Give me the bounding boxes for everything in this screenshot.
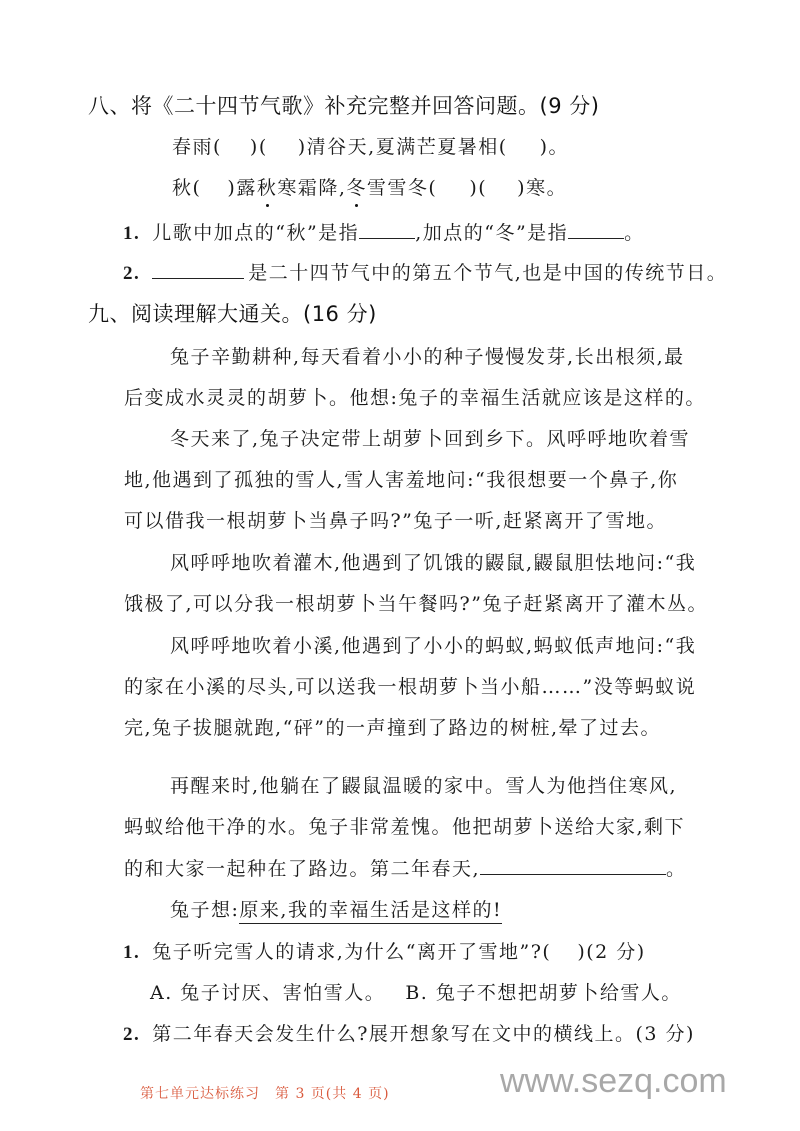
section-8-question-2 xyxy=(123,260,727,286)
passage-text: 的和大家一起种在了路边。第二年春天, xyxy=(124,858,481,880)
answer-blank-autumn[interactable] xyxy=(359,220,415,239)
passage-line: 饿极了,可以分我一根胡萝卜当午餐吗?”兔子赶紧离开了灌木丛。 xyxy=(124,593,708,615)
section-9-question-2 xyxy=(123,1022,695,1047)
passage-line: 的家在小溪的尽头,可以送我一根胡萝卜当小船……”没等蚂蚁说 xyxy=(124,676,697,698)
watermark: www.sezq.com xyxy=(500,1062,727,1100)
page-footer: 第七单元达标练习 第 3 页(共 4 页) xyxy=(140,1086,390,1102)
dotted-char-autumn: 秋 xyxy=(256,177,278,199)
passage-line: 冬天来了,兔子决定带上胡萝卜回到乡下。风呼呼地吹着雪 xyxy=(170,428,691,450)
passage-line: 蚂蚁给他干净的水。兔子非常羞愧。他把胡萝卜送给大家,剩下 xyxy=(124,816,686,838)
section-9-question-1 xyxy=(123,940,646,965)
passage-text: 兔子想: xyxy=(170,899,240,921)
poem-text: 春雨( xyxy=(172,136,222,158)
question-text: 是二十四节气中的第五个节气,也是中国的传统节日。 xyxy=(248,262,728,284)
passage-line: 地,他遇到了孤独的雪人,雪人害羞地问:“我很想要一个鼻子,你 xyxy=(124,469,679,491)
dotted-char-winter: 冬 xyxy=(346,177,367,199)
question-number: 2. xyxy=(123,1024,141,1045)
poem-line-1 xyxy=(172,135,569,159)
question-text: 。 xyxy=(624,222,645,244)
underlined-sentence: 原来,我的幸福生活是这样的! xyxy=(239,899,502,924)
option-a: A. 兔子讨厌、害怕雪人。 xyxy=(150,982,386,1004)
poem-text: )露 xyxy=(227,177,257,199)
question-text: )(2 分) xyxy=(577,941,646,963)
passage-line: 可以借我一根胡萝卜当鼻子吗?”兔子一听,赶紧离开了雪地。 xyxy=(124,510,667,532)
section-8-question-1 xyxy=(123,220,645,246)
section-9-question-1-options xyxy=(150,981,682,1005)
option-b: B. 兔子不想把胡萝卜给雪人。 xyxy=(405,982,682,1004)
question-number: 2. xyxy=(123,263,141,284)
question-text: 兔子听完雪人的请求,为什么“离开了雪地”?( xyxy=(152,941,552,963)
passage-line: 完,兔子拔腿就跑,“砰”的一声撞到了路边的树桩,晕了过去。 xyxy=(124,717,662,739)
question-text: ,加点的“冬”是指 xyxy=(415,222,569,244)
section-8-title: 八、将《二十四节气歌》补充完整并回答问题。(9 分) xyxy=(88,94,600,118)
question-number: 1. xyxy=(123,223,141,244)
passage-line: 后变成水灵灵的胡萝卜。他想:兔子的幸福生活就应该是这样的。 xyxy=(124,387,706,409)
question-text: 儿歌中加点的“秋”是指 xyxy=(152,222,360,244)
passage-line xyxy=(124,856,687,881)
passage-line: 再醒来时,他躺在了鼹鼠温暖的家中。雪人为他挡住寒风, xyxy=(170,775,678,797)
passage-line: 风呼呼地吹着小溪,他遇到了小小的蚂蚁,蚂蚁低声地问:“我 xyxy=(170,635,697,657)
question-text: 第二年春天会发生什么?展开想象写在文中的横线上。(3 分) xyxy=(152,1023,695,1045)
passage-line: 兔子辛勤耕种,每天看着小小的种子慢慢发芽,长出根须,最 xyxy=(170,346,685,368)
poem-text: )。 xyxy=(539,136,570,158)
poem-text: 秋( xyxy=(172,177,202,199)
poem-text: 雪雪冬( xyxy=(366,177,438,199)
answer-blank-spring[interactable] xyxy=(480,856,666,875)
answer-blank-winter[interactable] xyxy=(568,220,624,239)
poem-text: )( xyxy=(249,136,268,158)
poem-text: )清谷天,夏满芒夏暑相( xyxy=(297,136,508,158)
passage-line: 风呼呼地吹着灌木,他遇到了饥饿的鼹鼠,鼹鼠胆怯地问:“我 xyxy=(170,552,697,574)
poem-text: )寒。 xyxy=(517,177,568,199)
answer-blank-solar-term[interactable] xyxy=(152,260,244,279)
poem-line-2 xyxy=(172,176,567,200)
question-number: 1. xyxy=(123,942,141,963)
section-9-title: 九、阅读理解大通关。(16 分) xyxy=(88,302,377,326)
poem-text: )( xyxy=(469,177,488,199)
passage-text: 。 xyxy=(666,858,687,880)
poem-text: 寒霜降, xyxy=(277,177,347,199)
passage-closing xyxy=(170,898,502,922)
